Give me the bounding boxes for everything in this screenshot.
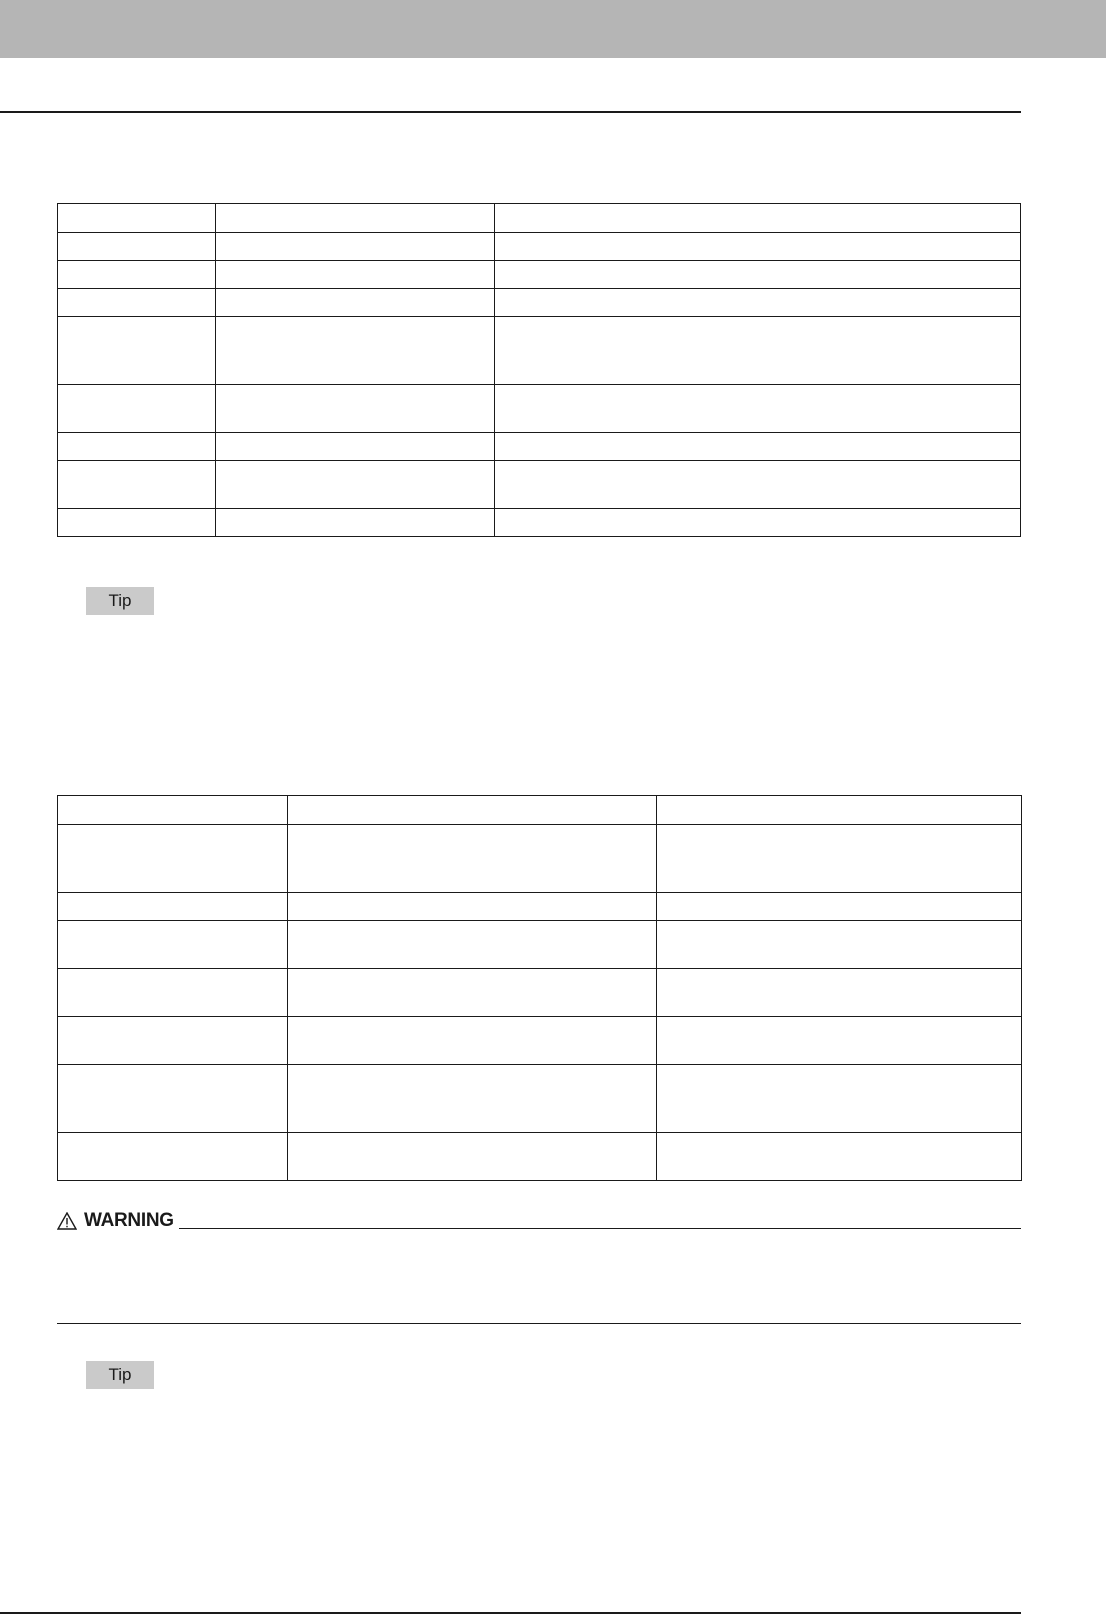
table-row	[58, 289, 1021, 317]
table-row	[58, 204, 1021, 233]
table-row	[58, 893, 1022, 921]
spec-table-1	[57, 203, 1021, 537]
tip-label: Tip	[108, 1365, 132, 1384]
table-row	[58, 433, 1021, 461]
table-row	[58, 796, 1022, 825]
table-row	[58, 825, 1022, 893]
table-row	[58, 921, 1022, 969]
table-row	[58, 385, 1021, 433]
table-row	[58, 969, 1022, 1017]
table-row	[58, 233, 1021, 261]
warning-label: WARNING	[84, 1210, 174, 1231]
warning-end-rule	[57, 1323, 1021, 1324]
table-row	[58, 461, 1021, 509]
header-rule	[0, 111, 1021, 113]
table-row	[58, 1133, 1022, 1181]
table-row	[58, 317, 1021, 385]
warning-triangle-icon	[57, 1212, 77, 1230]
tip-badge	[86, 587, 154, 615]
table-row	[58, 509, 1021, 537]
warning-header	[57, 1210, 1021, 1236]
warning-rule	[179, 1228, 1021, 1229]
table-row	[58, 261, 1021, 289]
tip-label: Tip	[108, 591, 132, 610]
spec-table-2	[57, 795, 1022, 1181]
footer-rule	[0, 1612, 1021, 1614]
tip-badge	[86, 1361, 154, 1389]
header-band	[0, 0, 1106, 58]
table-row	[58, 1017, 1022, 1065]
table-row	[58, 1065, 1022, 1133]
